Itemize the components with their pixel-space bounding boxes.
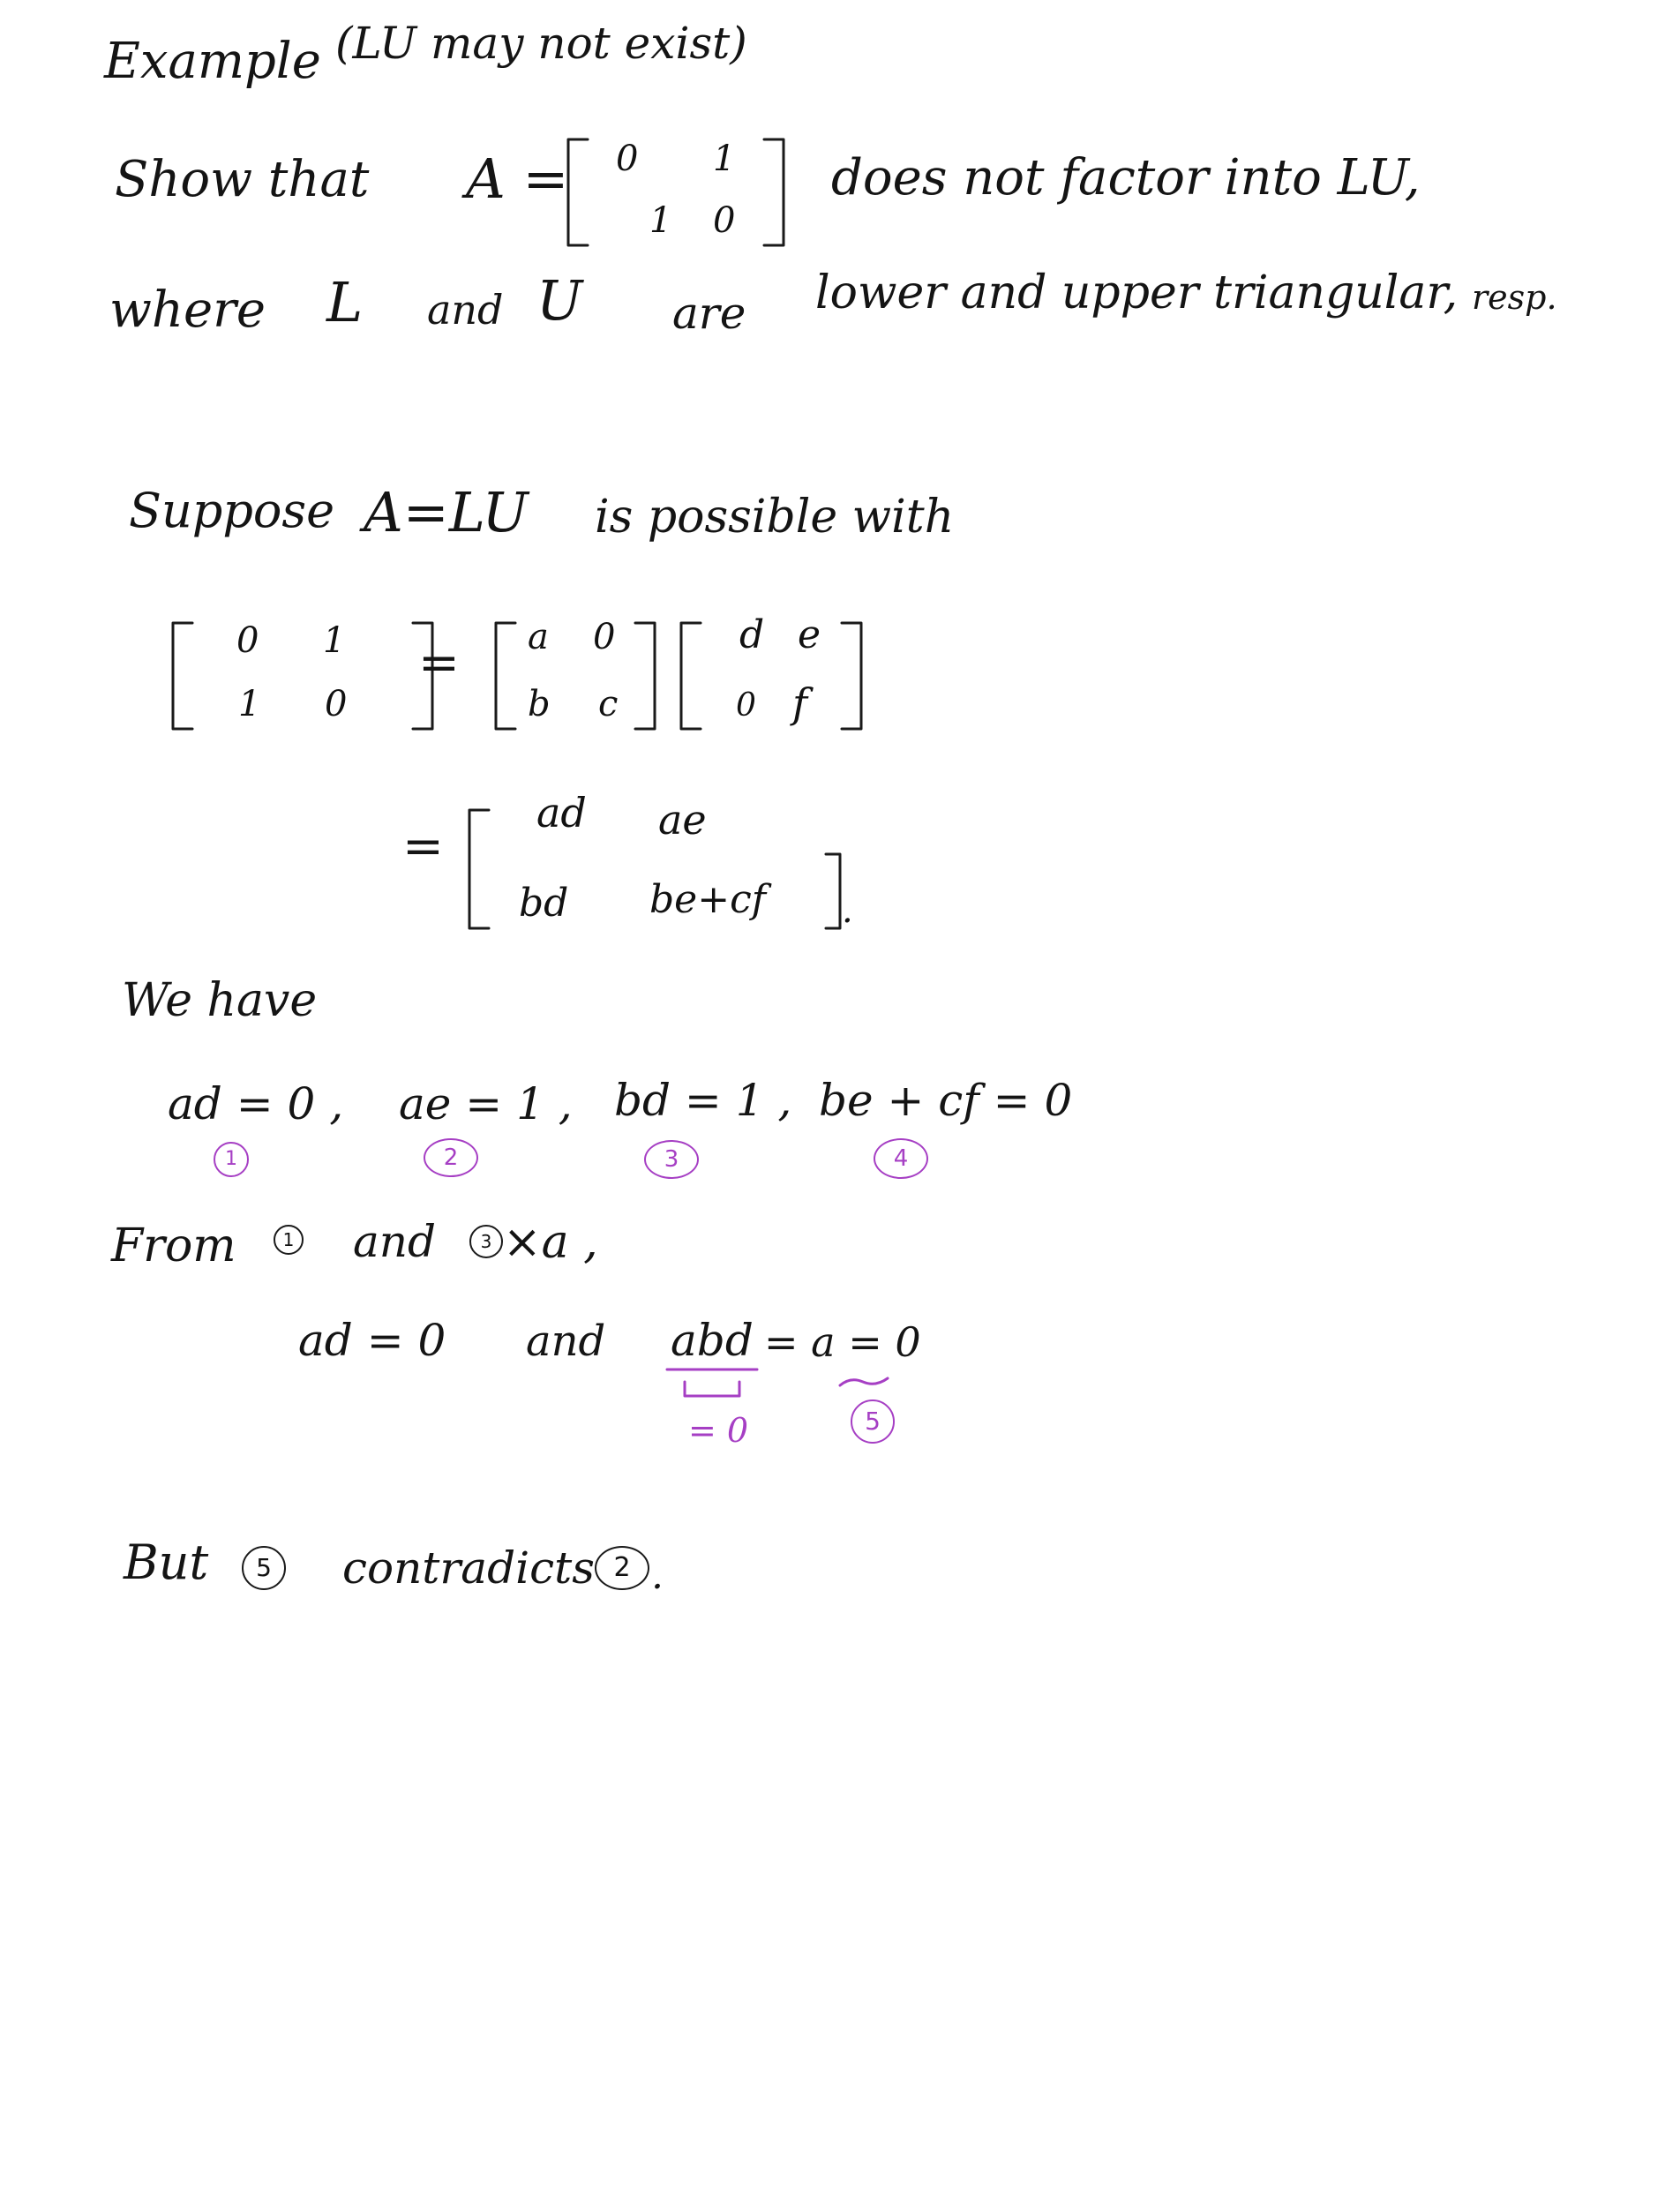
statement-rest1: does not factor into LU,: [831, 149, 1421, 206]
from-times-a: ×a ,: [503, 1216, 598, 1269]
matrix-l-r2c2: c: [598, 684, 619, 724]
matrix-a-factor: [166, 612, 439, 736]
statement-U: U: [536, 268, 583, 333]
from-circle-1: 1: [274, 1225, 304, 1255]
matrix-l-r1c2: 0: [593, 617, 616, 657]
factor-equals: =: [418, 634, 460, 692]
from-word: From: [111, 1219, 236, 1272]
statement-show-that: Show that: [115, 151, 370, 208]
statement-where: where: [109, 281, 266, 339]
matrix-a-r1c1: 0: [616, 139, 639, 179]
derive-left: ad = 0: [298, 1315, 446, 1366]
matrix-u-r1c1: d: [739, 612, 765, 657]
matrix-u: [674, 612, 868, 736]
derive-and: and: [526, 1317, 606, 1366]
matrix-brackets: [489, 612, 662, 736]
matrix-brackets: [674, 612, 868, 736]
matrix-a-r1c1: 0: [236, 620, 259, 661]
statement-L: L: [326, 270, 364, 334]
from-circle-3: 3: [469, 1225, 503, 1258]
conclusion-but: But: [124, 1534, 209, 1590]
derive-abd: abd: [671, 1315, 754, 1366]
suppose-eq: A=LU: [364, 480, 529, 544]
matrix-a-r2c1: 1: [238, 684, 261, 724]
matrix-l: [489, 612, 662, 736]
matrix-u-r2c1: 0: [736, 687, 756, 724]
statement-resp: resp.: [1472, 278, 1557, 317]
derive-eq-a: = a = 0: [764, 1318, 921, 1366]
equation-4: be + cf = 0: [819, 1075, 1073, 1126]
equation-1-label: 1: [214, 1142, 249, 1177]
equation-4-label: 4: [874, 1138, 928, 1179]
title-example: Example: [104, 33, 321, 90]
matrix-a-r2c2: 0: [325, 684, 348, 724]
product-r2c1: bd: [519, 881, 569, 926]
matrix-l-r1c1: a: [528, 617, 549, 657]
matrix-u-r1c2: e: [798, 612, 821, 657]
statement-a-eq: A =: [466, 146, 569, 211]
title-note: (LU may not exist): [335, 18, 747, 69]
statement-rest2: lower and upper triangular,: [815, 266, 1459, 319]
derive-label-5: 5: [851, 1399, 895, 1444]
product-r1c1: ad: [536, 789, 587, 837]
product-period: .: [842, 890, 853, 931]
statement-are: are: [672, 288, 746, 339]
product-r1c2: ae: [658, 796, 707, 844]
matrix-a-r2c1: 1: [649, 200, 672, 241]
equation-3-label: 3: [644, 1140, 699, 1179]
matrix-u-r2c2: f: [792, 679, 808, 727]
we-have: We have: [122, 974, 318, 1027]
product-r2c2: be+cf: [649, 877, 766, 922]
conclusion-period: .: [651, 1553, 664, 1598]
matrix-product: [462, 787, 851, 937]
matrix-l-r2c1: b: [528, 684, 551, 724]
conclusion-circle-5: 5: [242, 1546, 286, 1590]
equation-2: ae = 1 ,: [399, 1078, 573, 1129]
matrix-a-r1c2: 1: [323, 620, 346, 661]
derive-sub-zero: = 0: [688, 1411, 749, 1450]
equation-3: bd = 1 ,: [614, 1075, 792, 1126]
conclusion-contradicts: contradicts: [342, 1542, 595, 1594]
matrix-a-r2c2: 0: [713, 200, 736, 241]
suppose-rest: is possible with: [595, 491, 955, 544]
equation-2-label: 2: [424, 1138, 478, 1177]
product-equals: =: [402, 818, 444, 875]
equation-1: ad = 0 ,: [168, 1078, 344, 1129]
from-and: and: [353, 1216, 437, 1267]
conclusion-circle-2: 2: [595, 1546, 649, 1590]
suppose-word: Suppose: [129, 483, 335, 538]
matrix-a-r1c2: 1: [713, 139, 736, 179]
matrix-brackets: [166, 612, 439, 736]
matrix-a-statement: [561, 129, 791, 252]
matrix-brackets: [561, 129, 791, 252]
statement-and: and: [427, 286, 504, 334]
